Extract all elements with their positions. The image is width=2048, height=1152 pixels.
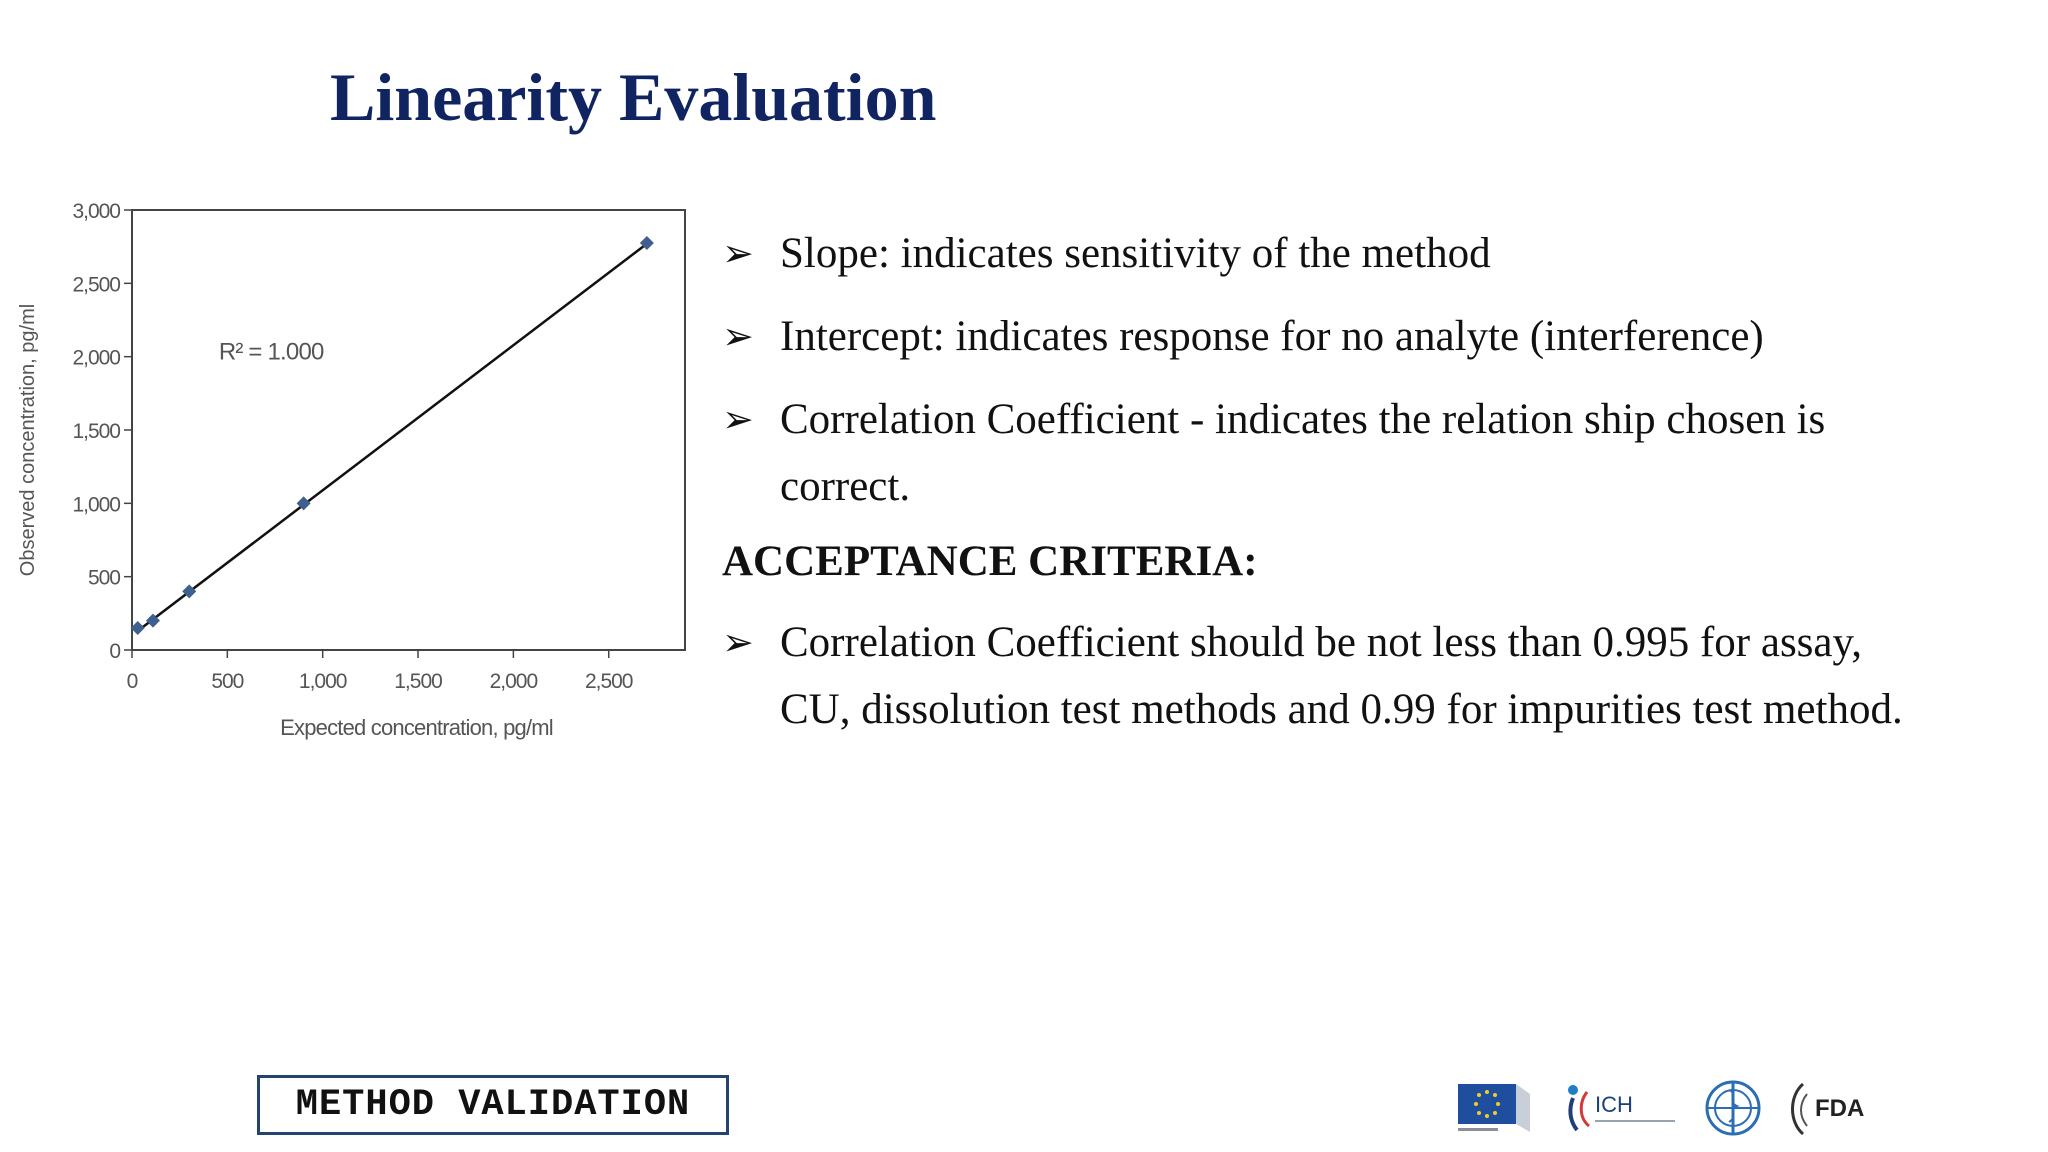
eu-flag-icon xyxy=(1450,1078,1540,1140)
bullet-correlation xyxy=(722,398,2022,508)
ich-text: ICH xyxy=(1595,1092,1633,1117)
linearity-chart xyxy=(10,190,700,770)
bullet-intercept xyxy=(722,315,2022,358)
plot-frame xyxy=(132,210,685,650)
bullet-text-continued: CU, dissolution test methods and 0.99 for impurities test method. xyxy=(780,686,1903,733)
arrow-bullet-icon: ➢ xyxy=(722,399,754,441)
x-tick-label: 1,500 xyxy=(394,670,442,693)
y-axis-label: Observed concentration, pg/ml xyxy=(17,303,39,577)
bullet-slope xyxy=(722,232,2022,275)
regulatory-logos xyxy=(1450,1070,1870,1150)
y-tick-label: 1,500 xyxy=(72,420,120,443)
bullet-text-continued: correct. xyxy=(780,463,911,510)
who-emblem-icon xyxy=(1695,1074,1771,1144)
slide-title: Linearity Evaluation xyxy=(330,59,937,135)
method-validation-label: METHOD VALIDATION xyxy=(257,1075,729,1135)
bullet-text: Correlation Coefficient should be not less than 0.995 for assay, xyxy=(780,619,1862,666)
y-tick-label: 2,500 xyxy=(72,273,120,297)
x-tick-label: 500 xyxy=(211,670,244,693)
arrow-bullet-icon: ➢ xyxy=(722,622,754,664)
bullet-text: Correlation Coefficient - indicates the relation ship chosen is xyxy=(780,396,1826,443)
bullet-text: Intercept: indicates response for no analyte (interference) xyxy=(780,313,1764,360)
y-tick-label: 3,000 xyxy=(72,200,120,223)
x-tick-label: 2,500 xyxy=(584,670,633,693)
r-squared-annotation: R² = 1.000 xyxy=(218,338,324,366)
y-tick-label: 0 xyxy=(109,640,120,663)
y-tick-label: 500 xyxy=(87,566,120,590)
ich-logo-icon xyxy=(1555,1078,1685,1140)
bullet-acceptance xyxy=(722,621,2022,731)
x-tick-label: 2,000 xyxy=(489,670,538,693)
y-tick-label: 1,000 xyxy=(72,493,120,517)
fda-logo-icon xyxy=(1785,1076,1875,1142)
bullet-list xyxy=(722,220,2022,731)
x-tick-label: 0 xyxy=(126,670,138,693)
arrow-bullet-icon: ➢ xyxy=(722,233,754,275)
bullet-text: Slope: indicates sensitivity of the method xyxy=(780,230,1491,277)
fda-text: FDA xyxy=(1815,1095,1865,1122)
y-tick-label: 2,000 xyxy=(72,346,120,370)
x-tick-label: 1,000 xyxy=(298,670,347,693)
arrow-bullet-icon: ➢ xyxy=(722,316,754,358)
trend-line xyxy=(136,244,647,633)
x-axis-label: Expected concentration, pg/ml xyxy=(280,715,553,740)
acceptance-heading: ACCEPTANCE CRITERIA: xyxy=(722,538,1258,585)
